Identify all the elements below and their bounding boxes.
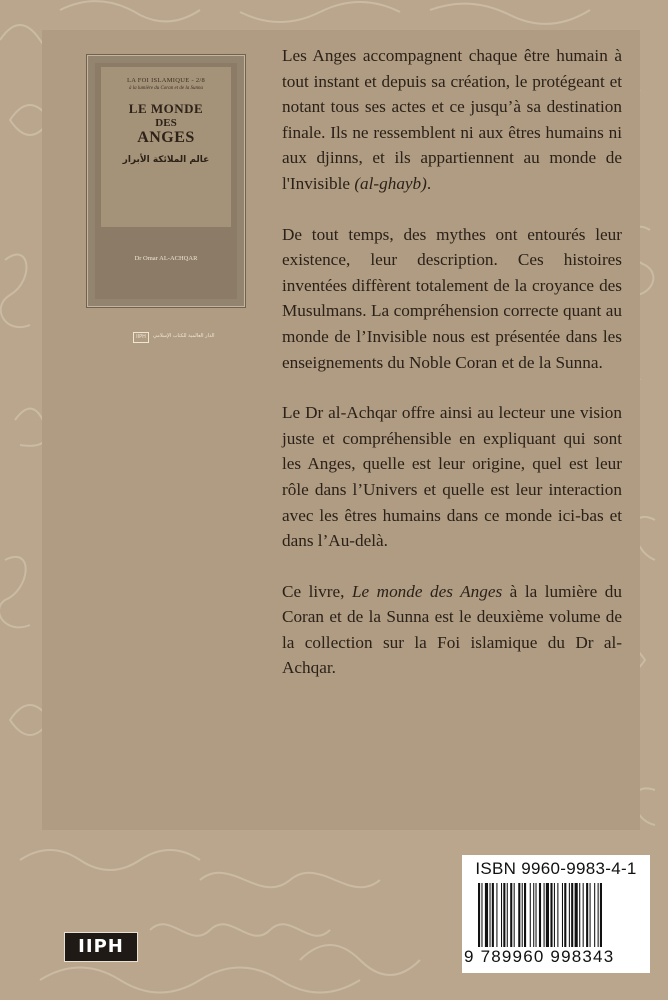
blurb-p1-end: . — [426, 173, 432, 193]
iiph-logo: IIPH — [64, 932, 138, 962]
cover-title-panel — [101, 67, 231, 227]
cover-series-label: LA FOI ISLAMIQUE - 2/8 — [126, 77, 206, 84]
cover-publisher-logo: IIPH — [133, 332, 149, 343]
blurb-p1-term: (al-ghayb) — [354, 173, 427, 193]
isbn-label: ISBN 9960-9983-4-1 — [475, 859, 637, 878]
cover-arabic-title: عالم الملائكة الأبرار — [122, 155, 210, 165]
blurb-paragraph-2: De tout temps, des mythes ont entourés leur existence, leur description. Ces histoires inventées diffèrent totalement de la croyance des Musulmans. La compréhension correcte quant au monde de l’Invisible nous est présentée dans les enseignements du Noble Coran et de la Sunna. — [282, 224, 622, 372]
blurb-p1-text: Les Anges accompagnent chaque être humain à tout instant et depuis sa création, le protégeant et notant tous ses actes et ce jusqu’à sa destination finale. Ils ne ressemblent ni aux êtres humains ni aux djinns, et ils appartiennent au monde de l'Invisible — [282, 46, 622, 193]
blurb-paragraph-3: Le Dr al-Achqar offre ainsi au lecteur une vision juste et compréhensible en expliquant qui sont les Anges, quelle est leur origine, quel est leur rôle dans l’Univers et quelle est leur interaction avec les êtres humains dans ce monde ici-bas et dans l’Au-delà. — [282, 403, 622, 551]
book-cover-thumbnail — [86, 54, 246, 340]
blurb-p4-title: Le monde des Anges — [351, 581, 503, 601]
barcode-image — [476, 883, 646, 947]
cover-author: Dr Omar AL-ACHQAR — [134, 255, 198, 262]
cover-title-line-1: LE MONDE — [128, 101, 204, 116]
blurb-paragraph-4 — [282, 579, 622, 681]
cover-title-line-3: ANGES — [137, 129, 195, 146]
isbn-barcode-box — [462, 855, 650, 973]
cover-title-line-2: DES — [155, 117, 177, 129]
cover-subseries-label: à la lumière du Coran et de la Sunna — [129, 86, 203, 91]
blurb-text — [282, 43, 622, 706]
barcode-digits: 9 789960 998343 — [464, 947, 615, 966]
blurb-paragraph-1 — [282, 43, 622, 197]
blurb-p4-text: Ce livre, — [282, 581, 352, 601]
cover-publisher-name: الدار العالمية للكتاب الإسلامي — [153, 333, 215, 339]
blurb-p4-end: à la lumière du Coran et de la Sunna est le deuxième volume de la collection sur la Foi islamique du Dr al-Achqar. — [282, 581, 622, 678]
